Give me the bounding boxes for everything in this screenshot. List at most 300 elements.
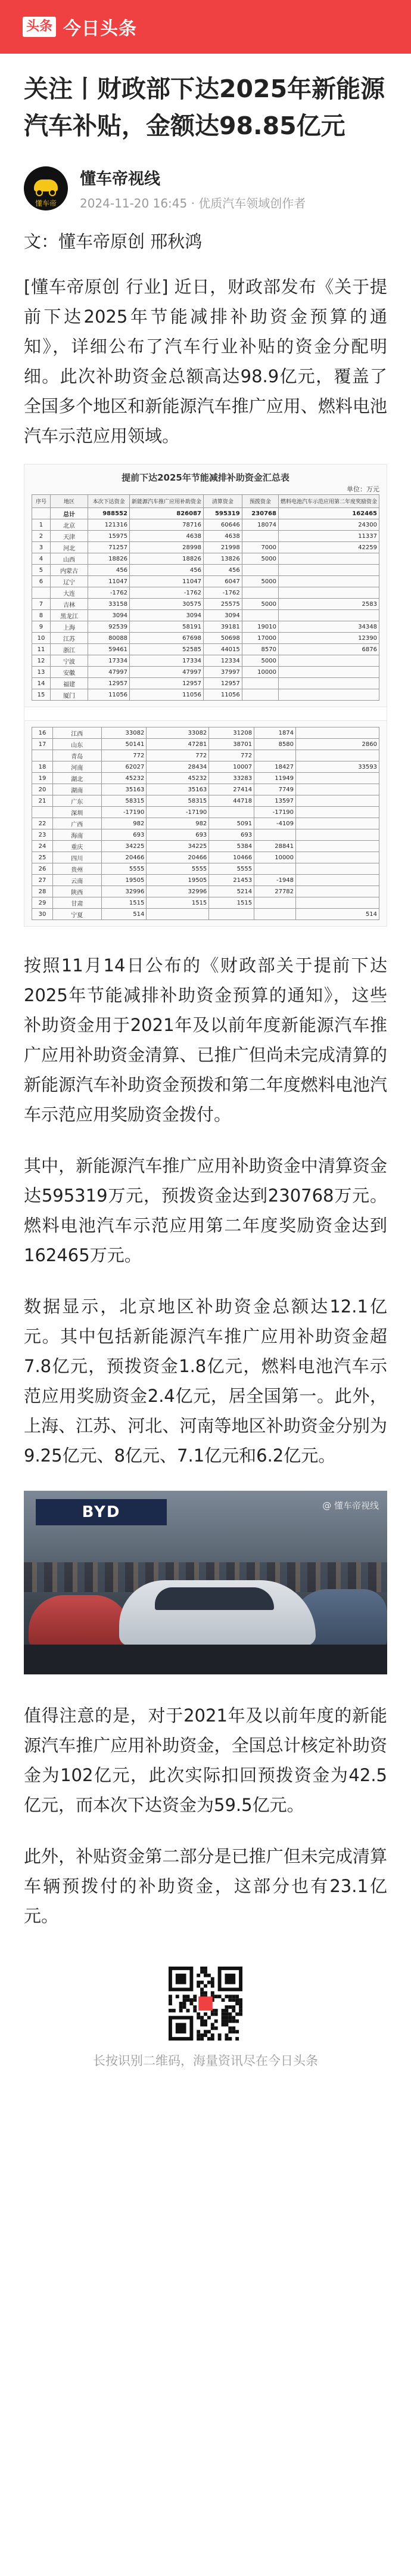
table-cell: 50698 <box>203 633 242 644</box>
table-cell: -17190 <box>101 807 147 818</box>
table-cell: 5555 <box>147 863 209 875</box>
table-cell: 14 <box>32 678 51 689</box>
table-cell: 34225 <box>101 841 147 852</box>
table-row <box>32 739 379 750</box>
table-row <box>32 678 379 689</box>
table-cell: 云南 <box>52 875 101 886</box>
table-cell: 10466 <box>209 852 254 863</box>
table-row <box>32 795 379 807</box>
table-cell: 67698 <box>129 633 203 644</box>
table-cell: 31208 <box>209 727 254 739</box>
table-cell: 514 <box>296 909 379 920</box>
table-cell <box>209 807 254 818</box>
table-cell: 8570 <box>242 644 278 655</box>
paragraph-clawback: 值得注意的是，对于2021年及以前年度的新能源汽车推广应用补助资金，全国总计核定补助资金为102亿元，此次实际扣回预拨资金为42.5亿元，而本次下达资金为59.5亿元。 <box>24 1705 387 1815</box>
table-cell: 121316 <box>88 519 130 531</box>
table-cell: 3094 <box>88 610 130 621</box>
table-cell: 8 <box>32 610 51 621</box>
table-row <box>32 829 379 841</box>
table-cell <box>278 565 379 576</box>
table-cell: 江苏 <box>50 633 88 644</box>
table-cell: 78716 <box>129 519 203 531</box>
table-cell: 28434 <box>147 761 209 773</box>
table-cell: 47997 <box>88 667 130 678</box>
table-cell <box>296 795 379 807</box>
toutiao-logo-text[interactable]: 今日头条 <box>63 18 138 39</box>
table-cell: 18074 <box>242 519 278 531</box>
table-cell: 贵州 <box>52 863 101 875</box>
table-cell: 772 <box>209 750 254 761</box>
table-cell: 693 <box>101 829 147 841</box>
table-cell: 1 <box>32 519 51 531</box>
table-cell: 湖南 <box>52 784 101 795</box>
table-cell: 3 <box>32 542 51 553</box>
table-cell: -17190 <box>147 807 209 818</box>
table-header-cell: 地区 <box>50 495 88 508</box>
table-cell: 514 <box>101 909 147 920</box>
table-cell: 39181 <box>203 621 242 633</box>
table-cell <box>254 909 296 920</box>
table-cell: 92539 <box>88 621 130 633</box>
table-cell: 12 <box>32 655 51 667</box>
table-cell <box>254 897 296 909</box>
table-row <box>32 542 379 553</box>
table-cell <box>254 863 296 875</box>
table-cell: 32996 <box>147 886 209 897</box>
table-row <box>32 727 379 739</box>
author-name[interactable]: 懂车帝视线 <box>80 170 160 188</box>
table-cell: 18826 <box>88 553 130 565</box>
photo-watermark: @ 懂车帝视线 <box>322 1500 379 1511</box>
table-cell: 5214 <box>209 886 254 897</box>
table-cell: 11047 <box>129 576 203 587</box>
table-cell: 34348 <box>278 621 379 633</box>
table-cell <box>278 689 379 701</box>
table-cell: 甘肃 <box>52 897 101 909</box>
byd-banner: BYD <box>36 1499 167 1525</box>
table-cell: 11337 <box>278 531 379 542</box>
table-cell: 1874 <box>254 727 296 739</box>
table-cell: 5555 <box>209 863 254 875</box>
table-cell <box>242 610 278 621</box>
table-cell: 18427 <box>254 761 296 773</box>
table-header-cell: 序号 <box>32 495 51 508</box>
table-cell: 3094 <box>203 610 242 621</box>
table-cell: 772 <box>101 750 147 761</box>
table-row <box>32 852 379 863</box>
author-block <box>24 166 387 211</box>
table-cell: 19010 <box>242 621 278 633</box>
table-cell <box>242 587 278 599</box>
table-cell: 15 <box>32 689 51 701</box>
toutiao-logo-badge[interactable]: 头条 <box>23 17 56 37</box>
table-cell: 826087 <box>129 508 203 519</box>
table-cell: 2860 <box>296 739 379 750</box>
table-cell: 5555 <box>101 863 147 875</box>
table-cell <box>296 886 379 897</box>
table-cell: 11 <box>32 644 51 655</box>
qr-code-icon[interactable] <box>169 1967 242 2041</box>
table-cell: 青岛 <box>52 750 101 761</box>
table-cell <box>242 678 278 689</box>
table-cell: 982 <box>101 818 147 829</box>
table-cell: 15975 <box>88 531 130 542</box>
table-cell <box>147 909 209 920</box>
table-cell <box>32 587 51 599</box>
table-cell: 10007 <box>209 761 254 773</box>
table-row <box>32 761 379 773</box>
table-cell <box>209 909 254 920</box>
table-row <box>32 655 379 667</box>
table-cell <box>296 897 379 909</box>
table-cell: 7749 <box>254 784 296 795</box>
table-cell: 11047 <box>88 576 130 587</box>
table-row <box>32 886 379 897</box>
table-header-cell: 本次下达资金 <box>88 495 130 508</box>
table-cell: 深圳 <box>52 807 101 818</box>
table-row <box>32 531 379 542</box>
red-car-shape <box>29 1595 130 1649</box>
table-cell <box>296 841 379 852</box>
table-cell <box>296 818 379 829</box>
table-cell: 47997 <box>129 667 203 678</box>
table-cell: 5384 <box>209 841 254 852</box>
table-row <box>32 818 379 829</box>
table-cell: 24300 <box>278 519 379 531</box>
table-cell: 12334 <box>203 655 242 667</box>
table-image-gap <box>24 707 387 720</box>
table-cell: -1762 <box>203 587 242 599</box>
table-cell: 45232 <box>147 773 209 784</box>
table-cell: 浙江 <box>50 644 88 655</box>
table-cell: -4109 <box>254 818 296 829</box>
table-cell: 24 <box>32 841 53 852</box>
table-row <box>32 633 379 644</box>
table-cell: 11056 <box>129 689 203 701</box>
table-cell: 58191 <box>129 621 203 633</box>
table-cell: 30575 <box>129 599 203 610</box>
table-cell <box>296 829 379 841</box>
table-cell <box>278 678 379 689</box>
table-cell: 20466 <box>147 852 209 863</box>
table-cell: 10000 <box>242 667 278 678</box>
article-byline: 文：懂车帝原创 邢秋鸿 <box>24 231 203 252</box>
table-cell: 20 <box>32 784 53 795</box>
article-title: 关注丨财政部下达2025年新能源汽车补贴，金额达98.85亿元 <box>24 75 385 140</box>
table-cell: 6047 <box>203 576 242 587</box>
table-cell: 20466 <box>101 852 147 863</box>
table-cell: 厦门 <box>50 689 88 701</box>
table-cell: 山东 <box>52 739 101 750</box>
silver-car-shape <box>119 1580 316 1646</box>
table-cell: 5000 <box>242 576 278 587</box>
table-cell: 27414 <box>209 784 254 795</box>
avatar-label: 懂车帝 <box>35 199 57 208</box>
table-cell: 17334 <box>129 655 203 667</box>
table-cell: 宁波 <box>50 655 88 667</box>
table-cell: 58315 <box>101 795 147 807</box>
table-cell: 21 <box>32 795 53 807</box>
table-cell: 28998 <box>129 542 203 553</box>
table-header-cell: 预拨资金 <box>242 495 278 508</box>
table-cell: 32996 <box>101 886 147 897</box>
table-cell: 黑龙江 <box>50 610 88 621</box>
top-header-bar <box>0 0 411 54</box>
table-cell <box>242 689 278 701</box>
table-row <box>32 621 379 633</box>
table-row <box>32 587 379 599</box>
table-cell: 1515 <box>147 897 209 909</box>
table-cell: 18826 <box>129 553 203 565</box>
table-cell: 重庆 <box>52 841 101 852</box>
table-cell <box>296 863 379 875</box>
table-row <box>32 875 379 886</box>
table-row <box>32 689 379 701</box>
author-meta: 2024-11-20 16:45 · 优质汽车领域创作者 <box>80 196 306 210</box>
table-cell: 33082 <box>147 727 209 739</box>
table-cell: 25 <box>32 852 53 863</box>
table-cell: 988552 <box>88 508 130 519</box>
table-cell: 62027 <box>101 761 147 773</box>
table-cell: -17190 <box>254 807 296 818</box>
table-cell: 230768 <box>242 508 278 519</box>
table-cell: 11056 <box>88 689 130 701</box>
table-cell <box>278 667 379 678</box>
table-cell <box>278 655 379 667</box>
table-cell: 21998 <box>203 542 242 553</box>
table-cell <box>32 750 53 761</box>
table-cell <box>254 750 296 761</box>
table-cell: 陕西 <box>52 886 101 897</box>
table-cell: 安徽 <box>50 667 88 678</box>
author-avatar[interactable] <box>24 166 68 210</box>
table-row <box>32 750 379 761</box>
table-cell: 吉林 <box>50 599 88 610</box>
table-cell: 45232 <box>101 773 147 784</box>
table-cell: 11056 <box>203 689 242 701</box>
author-info <box>80 166 306 211</box>
table-cell: 12390 <box>278 633 379 644</box>
table-row <box>32 565 379 576</box>
table-cell: 江西 <box>52 727 101 739</box>
table-cell: 28841 <box>254 841 296 852</box>
table-cell <box>296 784 379 795</box>
table-cell: 19505 <box>101 875 147 886</box>
paragraph-regions: 数据显示，北京地区补助资金总额达12.1亿元。其中包括新能源汽车推广应用补助资金超7.8亿元，预拨资金1.8亿元，燃料电池汽车示范应用奖励资金2.4亿元，居全国第一。此外，上海、江苏、河北、河南等地区补助资金分别为9.25亿元、8亿元、7.1亿元和6.2亿元。 <box>24 1296 387 1466</box>
table-cell: 6 <box>32 576 51 587</box>
table-cell: 13597 <box>254 795 296 807</box>
table-cell: 13826 <box>203 553 242 565</box>
table-cell: 44718 <box>209 795 254 807</box>
table-cell: 33283 <box>209 773 254 784</box>
table-cell: 10 <box>32 633 51 644</box>
table-cell: 38701 <box>209 739 254 750</box>
article-body <box>0 70 411 2069</box>
table-cell: 59461 <box>88 644 130 655</box>
table-cell <box>278 576 379 587</box>
table-cell: 海南 <box>52 829 101 841</box>
table-cell: 456 <box>203 565 242 576</box>
table-cell: 18 <box>32 761 53 773</box>
table-cell: 162465 <box>278 508 379 519</box>
table-cell: 22 <box>32 818 53 829</box>
table-cell: 456 <box>129 565 203 576</box>
table-cell: 北京 <box>50 519 88 531</box>
table-cell <box>296 750 379 761</box>
table-row <box>32 841 379 852</box>
allocation-table-part-2 <box>32 727 379 920</box>
table-cell <box>296 773 379 784</box>
paragraph-notice: 按照11月14日公布的《财政部关于提前下达2025年节能减排补助资金预算的通知》，这些补助资金用于2021年及以前年度新能源汽车推广应用补助资金清算、已推广但尚未完成清算的新能源汽车补助资金预拨和第二年度燃料电池汽车示范应用奖励资金拨付。 <box>24 955 387 1125</box>
table-cell: 33593 <box>296 761 379 773</box>
car-window-shape <box>155 1587 274 1610</box>
table-cell: 9 <box>32 621 51 633</box>
table-cell: 宁夏 <box>52 909 101 920</box>
table-cell: 1515 <box>101 897 147 909</box>
table-cell: 772 <box>147 750 209 761</box>
table-row <box>32 610 379 621</box>
table-cell: 37997 <box>203 667 242 678</box>
table-cell: 5091 <box>209 818 254 829</box>
table-cell: 天津 <box>50 531 88 542</box>
qr-caption: 长按识别二维码，海量资讯尽在今日头条 <box>93 2054 318 2068</box>
table-cell: 25575 <box>203 599 242 610</box>
table-cell: 4 <box>32 553 51 565</box>
table-cell: 27782 <box>254 886 296 897</box>
table-cell: 福建 <box>50 678 88 689</box>
table-cell: 33082 <box>101 727 147 739</box>
table-cell: 上海 <box>50 621 88 633</box>
table-cell <box>296 852 379 863</box>
table-cell: 广西 <box>52 818 101 829</box>
table-cell: 湖北 <box>52 773 101 784</box>
table-row <box>32 553 379 565</box>
table-cell <box>32 508 51 519</box>
allocation-table-image[interactable] <box>24 464 387 707</box>
table-cell: 8580 <box>254 739 296 750</box>
table-cell: 4638 <box>129 531 203 542</box>
table-cell: 广东 <box>52 795 101 807</box>
table-cell: 47281 <box>147 739 209 750</box>
table-cell: 12957 <box>203 678 242 689</box>
table-cell: 11949 <box>254 773 296 784</box>
paragraph-intro: [懂车帝原创 行业] 近日，财政部发布《关于提前下达2025年节能减排补助资金预算的通知》，详细公布了汽车行业补贴的资金分配明细。此次补助资金总额高达98.9亿元，覆盖了全国多个地区和新能源汽车推广应用、燃料电池汽车示范应用领域。 <box>24 277 387 446</box>
table-cell: 33158 <box>88 599 130 610</box>
table-cell: 693 <box>209 829 254 841</box>
table-cell: 29 <box>32 897 53 909</box>
table-cell: 3094 <box>129 610 203 621</box>
table-cell: 71257 <box>88 542 130 553</box>
table-cell <box>278 587 379 599</box>
table-cell: 693 <box>147 829 209 841</box>
table-sum-row <box>32 508 379 519</box>
table-cell: 1515 <box>209 897 254 909</box>
table-row <box>32 519 379 531</box>
table-cell: 6876 <box>278 644 379 655</box>
table-cell: 26 <box>32 863 53 875</box>
table-cell: 30 <box>32 909 53 920</box>
table-header-cell: 新能源汽车推广应用补助资金 <box>129 495 203 508</box>
table-cell: 35163 <box>101 784 147 795</box>
table-cell: 19 <box>32 773 53 784</box>
table-cell: 2583 <box>278 599 379 610</box>
wheel-icon <box>36 189 43 196</box>
wheel-icon <box>49 189 56 196</box>
table-cell: 595319 <box>203 508 242 519</box>
table-cell: 5000 <box>242 553 278 565</box>
table-cell: -1762 <box>88 587 130 599</box>
table-unit: 单位：万元 <box>347 485 379 493</box>
showroom-floor <box>24 1645 387 1674</box>
table-cell: 456 <box>88 565 130 576</box>
auto-show-photo[interactable] <box>24 1491 387 1674</box>
table-cell: 34225 <box>147 841 209 852</box>
table-cell: -1762 <box>129 587 203 599</box>
table-cell: 四川 <box>52 852 101 863</box>
table-cell: 16 <box>32 727 53 739</box>
table-cell: 10000 <box>254 852 296 863</box>
table-cell: 17000 <box>242 633 278 644</box>
table-cell: -1948 <box>254 875 296 886</box>
table-row <box>32 576 379 587</box>
table-cell: 辽宁 <box>50 576 88 587</box>
table-cell: 山西 <box>50 553 88 565</box>
table-cell: 内蒙古 <box>50 565 88 576</box>
table-cell: 河北 <box>50 542 88 553</box>
table-cell <box>242 531 278 542</box>
table-cell <box>278 553 379 565</box>
table-cell: 17334 <box>88 655 130 667</box>
table-cell: 52585 <box>129 644 203 655</box>
table-cell: 80088 <box>88 633 130 644</box>
table-cell: 7 <box>32 599 51 610</box>
paragraph-amounts: 其中，新能源汽车推广应用补助资金中清算资金达595319万元，预拨资金达到230768万元。燃料电池汽车示范应用第二年度奖励资金达到162465万元。 <box>24 1156 387 1265</box>
table-cell: 2 <box>32 531 51 542</box>
table-cell: 44015 <box>203 644 242 655</box>
table-row <box>32 644 379 655</box>
table-row <box>32 807 379 818</box>
table-cell: 12957 <box>88 678 130 689</box>
table-cell: 大连 <box>50 587 88 599</box>
table-row <box>32 909 379 920</box>
table-cell <box>296 875 379 886</box>
table-cell: 12957 <box>129 678 203 689</box>
table-cell: 5 <box>32 565 51 576</box>
table-cell: 7000 <box>242 542 278 553</box>
table-cell <box>278 610 379 621</box>
table-row <box>32 863 379 875</box>
table-cell: 河南 <box>52 761 101 773</box>
table-row <box>32 784 379 795</box>
table-cell <box>254 829 296 841</box>
table-cell: 总计 <box>50 508 88 519</box>
qr-footer <box>24 1967 387 2069</box>
table-cell: 23 <box>32 829 53 841</box>
table-cell <box>32 807 53 818</box>
table-cell: 5000 <box>242 655 278 667</box>
table-cell: 13 <box>32 667 51 678</box>
table-row <box>32 667 379 678</box>
table-cell: 27 <box>32 875 53 886</box>
table-caption: 提前下达2025年节能减排补助资金汇总表 <box>122 472 289 483</box>
table-cell: 28 <box>32 886 53 897</box>
table-header-cell: 清算资金 <box>203 495 242 508</box>
allocation-table-image-2[interactable] <box>24 720 387 927</box>
table-cell: 4638 <box>203 531 242 542</box>
paragraph-prepay: 此外，补贴资金第二部分是已推广但未完成清算车辆预拨付的补助资金，这部分也有23.1亿元。 <box>24 1846 387 1926</box>
table-cell: 42259 <box>278 542 379 553</box>
table-cell <box>296 727 379 739</box>
